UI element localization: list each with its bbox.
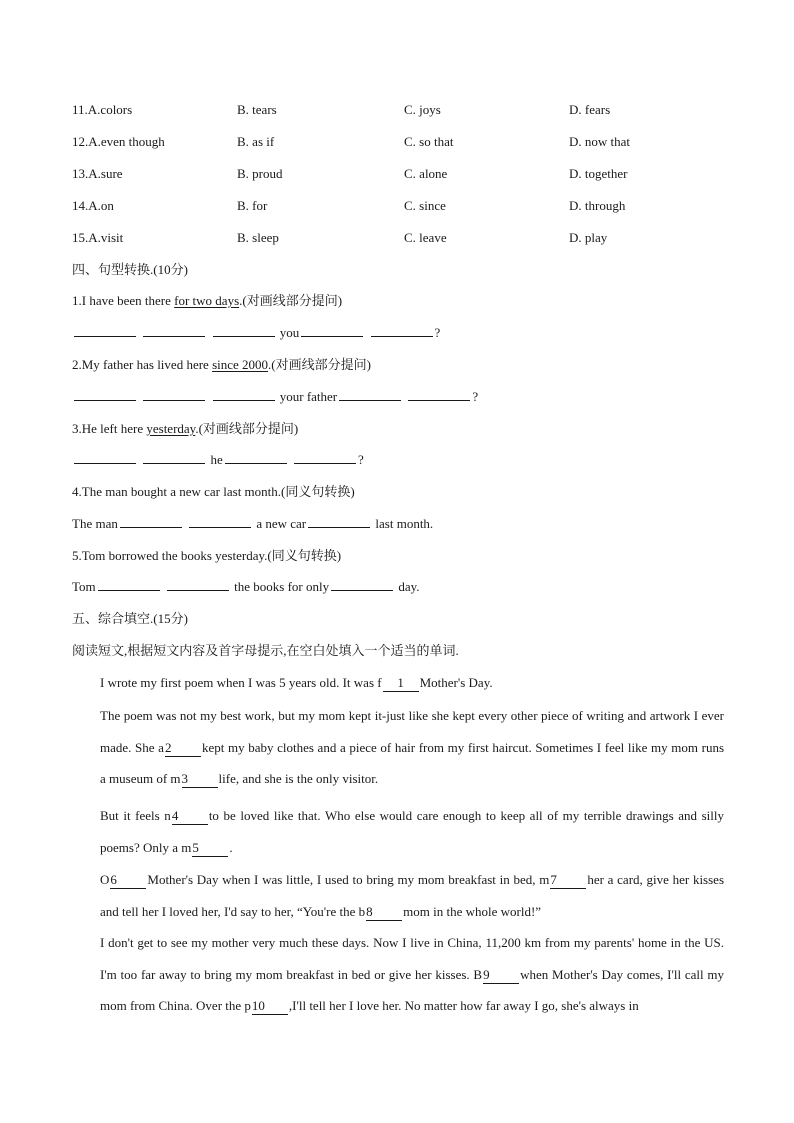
passage-paragraph-1: I wrote my first poem when I was 5 years old. It was f 1 Mother's Day. <box>100 675 493 690</box>
q4-blank-2[interactable] <box>189 515 251 528</box>
option-row-13 <box>72 164 724 184</box>
section5-instruction: 阅读短文,根据短文内容及首字母提示,在空白处填入一个适当的单词. <box>72 643 459 658</box>
option-row-14 <box>72 196 724 216</box>
q2-blank-5[interactable] <box>408 388 470 401</box>
q5-prompt: 5.Tom borrowed the books yesterday.(同义句转换) <box>72 548 342 563</box>
option-14-a: 14.A.on <box>72 198 114 213</box>
cloze-blank-4[interactable]: 4 <box>172 808 208 825</box>
q1-blank-5[interactable] <box>371 324 433 337</box>
q3-prompt: 3.He left here yesterday.(对画线部分提问) <box>72 421 299 436</box>
section4-heading: 四、句型转换.(10分) <box>72 262 188 277</box>
option-15-c: C. leave <box>404 230 447 245</box>
cloze-blank-7[interactable]: 7 <box>550 872 586 889</box>
q1-blank-4[interactable] <box>301 324 363 337</box>
q2-prompt: 2.My father has lived here since 2000.(对画线部分提问) <box>72 357 371 372</box>
q5-blank-1[interactable] <box>98 578 160 591</box>
q1-blank-2[interactable] <box>143 324 205 337</box>
q2-blank-4[interactable] <box>339 388 401 401</box>
cloze-blank-2[interactable]: 2 <box>165 740 201 757</box>
cloze-blank-6[interactable]: 6 <box>110 872 146 889</box>
option-row-12 <box>72 132 724 152</box>
q4-blank-3[interactable] <box>308 515 370 528</box>
option-15-d: D. play <box>569 230 608 245</box>
option-12-a: 12.A.even though <box>72 134 165 149</box>
q1-underlined: for two days <box>174 293 240 308</box>
option-11-d: D. fears <box>569 102 611 117</box>
q1-blank-3[interactable] <box>213 324 275 337</box>
q3-underlined: yesterday <box>146 421 196 436</box>
option-13-c: C. alone <box>404 166 448 181</box>
q4-answer-line: The man a new car last month. <box>72 516 434 531</box>
q4-prompt: 4.The man bought a new car last month.(同义句转换) <box>72 484 355 499</box>
cloze-blank-3[interactable]: 3 <box>182 771 218 788</box>
cloze-blank-1[interactable]: 1 <box>383 675 419 692</box>
q3-blank-1[interactable] <box>74 451 136 464</box>
option-12-c: C. so that <box>404 134 454 149</box>
passage-paragraph-5: I don't get to see my mother very much these days. Now I live in China, 11,200 km from my parents' home in the US. I'm too far away to bring my mom breakfast in bed or give her kisses. B9 when Mother's Day comes, I'll call my mom from China. Over the p10 ,I'll tell her I love her. No matter how far away I go, she's always in <box>100 935 724 1013</box>
q2-blank-1[interactable] <box>74 388 136 401</box>
q3-blank-2[interactable] <box>143 451 205 464</box>
q1-blank-1[interactable] <box>74 324 136 337</box>
option-13-a: 13.A.sure <box>72 166 123 181</box>
section5-heading: 五、综合填空.(15分) <box>72 611 188 626</box>
cloze-blank-8[interactable]: 8 <box>366 904 402 921</box>
q1-prompt: 1.I have been there for two days.(对画线部分提问) <box>72 293 343 308</box>
option-15-a: 15.A.visit <box>72 230 124 245</box>
option-14-b: B. for <box>237 198 268 213</box>
passage-paragraph-3: But it feels n4 to be loved like that. Who else would care enough to keep all of my terrible drawings and silly poems? Only a m5 . <box>100 808 724 855</box>
q5-blank-2[interactable] <box>167 578 229 591</box>
option-13-b: B. proud <box>237 166 283 181</box>
q3-answer-line: he ? <box>72 450 724 470</box>
q5-blank-3[interactable] <box>331 578 393 591</box>
option-11-a: 11.A.colors <box>72 102 133 117</box>
cloze-blank-9[interactable]: 9 <box>483 967 519 984</box>
option-11-b: B. tears <box>237 102 277 117</box>
option-14-d: D. through <box>569 198 626 213</box>
q4-blank-1[interactable] <box>120 515 182 528</box>
q3-blank-3[interactable] <box>225 451 287 464</box>
option-11-c: C. joys <box>404 102 441 117</box>
passage-paragraph-4: O6 Mother's Day when I was little, I used to bring my mom breakfast in bed, m7 her a card, give her kisses and tell her I loved her, I'd say to her, “You're the b8 mom in the whole world!” <box>100 872 725 919</box>
option-12-b: B. as if <box>237 134 275 149</box>
option-14-c: C. since <box>404 198 446 213</box>
option-13-d: D. together <box>569 166 628 181</box>
option-row-11 <box>72 100 724 120</box>
option-15-b: B. sleep <box>237 230 279 245</box>
q2-answer-line: your father ? <box>72 387 724 407</box>
cloze-blank-10[interactable]: 10 <box>252 998 288 1015</box>
cloze-blank-5[interactable]: 5 <box>192 840 228 857</box>
option-12-d: D. now that <box>569 134 631 149</box>
q2-underlined: since 2000 <box>212 357 269 372</box>
option-row-15 <box>72 228 724 248</box>
q3-blank-4[interactable] <box>294 451 356 464</box>
q1-answer-line: you ? <box>72 323 724 343</box>
q2-blank-2[interactable] <box>143 388 205 401</box>
passage-paragraph-2: The poem was not my best work, but my mom kept it-just like she kept every other piece of writing and artwork I ever made. She a2 kept my baby clothes and a piece of hair from my first haircut. Sometimes I feel like my mom runs a museum of m3 life, and she is the only visitor. <box>100 708 724 786</box>
q5-answer-line: Tom the books for only day. <box>72 579 420 594</box>
q2-blank-3[interactable] <box>213 388 275 401</box>
